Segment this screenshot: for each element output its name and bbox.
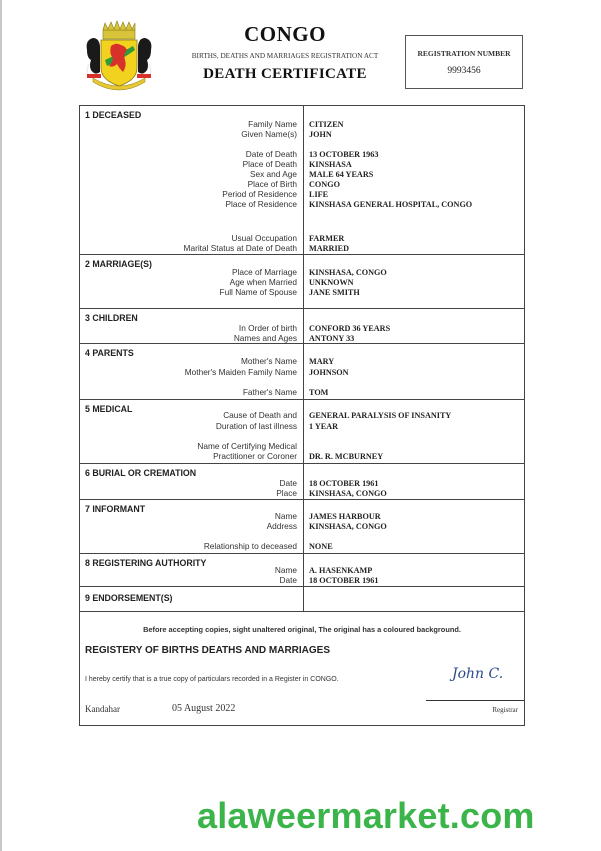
- field-label: Usual Occupation: [231, 233, 297, 243]
- registrar-label: Registrar: [492, 706, 518, 714]
- field-value: 13 OCTOBER 1963: [309, 150, 379, 159]
- field-value: JOHN: [309, 130, 332, 139]
- field-label: Place of Death: [242, 159, 297, 169]
- registrar-signature: John C.: [452, 666, 504, 682]
- section-title: 4 PARENTS: [85, 348, 134, 358]
- field-label: Address: [266, 521, 297, 531]
- field-value: JAMES HARBOUR: [309, 512, 381, 521]
- field-label: Name: [274, 565, 297, 575]
- field-row: [80, 287, 524, 298]
- field-value: KINSHASA, CONGO: [309, 522, 387, 531]
- field-label: Date: [279, 478, 297, 488]
- field-value: MARRIED: [309, 244, 350, 253]
- field-row: [80, 410, 524, 421]
- act-subtitle: BIRTHS, DEATHS AND MARRIAGES REGISTRATION ACT: [191, 52, 379, 60]
- section-marriages: [80, 255, 524, 309]
- field-label: Period of Residence: [222, 189, 297, 199]
- watermark-text: alaweermarket.com: [197, 795, 535, 836]
- field-row: [80, 541, 524, 552]
- field-label: Names and Ages: [233, 333, 297, 343]
- field-value: MALE 64 YEARS: [309, 170, 374, 179]
- field-label: Age when Married: [229, 277, 297, 287]
- field-label: Full Name of Spouse: [219, 287, 297, 297]
- field-value: KINSHASA, CONGO: [309, 268, 387, 277]
- section-title: 2 MARRIAGE(S): [85, 259, 152, 269]
- signature-line: [426, 700, 524, 701]
- field-label: Practitioner or Coroner: [213, 451, 297, 461]
- field-row: [80, 129, 524, 140]
- field-value: KINSHASA, CONGO: [309, 489, 387, 498]
- registry-title: REGISTERY OF BIRTHS DEATHS AND MARRIAGES: [85, 645, 331, 656]
- field-value: NONE: [309, 542, 333, 551]
- section-deceased: [80, 106, 524, 255]
- section-informant: [80, 500, 524, 554]
- field-value: 1 YEAR: [309, 422, 339, 431]
- field-value: 18 OCTOBER 1961: [309, 576, 379, 585]
- field-row: [80, 421, 524, 432]
- certification-text: I hereby certify that is a true copy of particulars recorded in a Register in CONGO.: [85, 676, 339, 683]
- field-row: [80, 367, 524, 378]
- field-row: [80, 387, 524, 398]
- field-value: CITIZEN: [309, 120, 344, 129]
- field-value: A. HASENKAMP: [309, 566, 373, 575]
- field-label: Place of Residence: [225, 199, 297, 209]
- issue-date: 05 August 2022: [172, 703, 236, 714]
- field-row: [80, 451, 524, 462]
- field-label: Father's Name: [242, 387, 297, 397]
- field-label: Cause of Death and: [223, 410, 297, 420]
- field-label: Mother's Maiden Family Name: [184, 367, 297, 377]
- document-title: DEATH CERTIFICATE: [203, 66, 367, 82]
- field-value: 18 OCTOBER 1961: [309, 479, 379, 488]
- field-value: TOM: [309, 388, 329, 397]
- field-value: MARY: [309, 357, 335, 366]
- field-row: [80, 521, 524, 532]
- field-value: ANTONY 33: [309, 334, 355, 343]
- registration-number-label: REGISTRATION NUMBER: [417, 49, 511, 58]
- field-label: Place of Marriage: [231, 267, 297, 277]
- section-burial: [80, 464, 524, 500]
- field-value: GENERAL PARALYSIS OF INSANITY: [309, 411, 452, 420]
- section-title: 3 CHILDREN: [85, 313, 138, 323]
- section-title: 1 DECEASED: [85, 110, 142, 120]
- section-endorsements: [80, 587, 524, 612]
- field-label: Name: [274, 511, 297, 521]
- country-title: CONGO: [244, 22, 326, 46]
- field-value: JOHNSON: [309, 368, 349, 377]
- section-children: [80, 309, 524, 344]
- field-label: Given Name(s): [241, 129, 297, 139]
- field-label: Marital Status at Date of Death: [183, 243, 297, 253]
- field-value: UNKNOWN: [309, 278, 354, 287]
- section-title: 9 ENDORSEMENT(S): [85, 593, 173, 603]
- field-row: [80, 575, 524, 586]
- field-label: Date: [279, 575, 297, 585]
- section-medical: [80, 400, 524, 464]
- authenticity-note: Before accepting copies, sight unaltered original, The original has a coloured background.: [143, 625, 461, 634]
- field-row: [80, 199, 524, 210]
- field-label: Relationship to deceased: [203, 541, 297, 551]
- section-title: 7 INFORMANT: [85, 504, 146, 514]
- field-value: KINSHASA GENERAL HOSPITAL, CONGO: [309, 200, 473, 209]
- field-label: Duration of last illness: [215, 421, 297, 431]
- field-value: DR. R. MCBURNEY: [309, 452, 384, 461]
- section-registering-authority: [80, 554, 524, 587]
- registration-number-box: [405, 35, 523, 89]
- field-label: Place: [276, 488, 297, 498]
- field-row: [80, 356, 524, 367]
- field-row: [80, 243, 524, 254]
- field-label: Name of Certifying Medical: [197, 441, 297, 451]
- field-label: Mother's Name: [241, 356, 297, 366]
- field-label: Date of Death: [245, 149, 297, 159]
- field-label: Family Name: [248, 119, 297, 129]
- field-row: [80, 488, 524, 499]
- certificate-table: [79, 105, 525, 726]
- field-label: Place of Birth: [247, 179, 297, 189]
- coat-of-arms-icon: [83, 20, 155, 96]
- field-row: [80, 333, 524, 344]
- issue-place: Kandahar: [85, 704, 120, 714]
- field-label: Sex and Age: [249, 169, 297, 179]
- title-block: [170, 22, 400, 83]
- field-value: CONFORD 36 YEARS: [309, 324, 391, 333]
- field-value: JANE SMITH: [309, 288, 360, 297]
- field-value: KINSHASA: [309, 160, 352, 169]
- field-value: LIFE: [309, 190, 329, 199]
- field-label: In Order of birth: [238, 323, 297, 333]
- field-value: FARMER: [309, 234, 345, 243]
- page-edge: [0, 0, 2, 851]
- section-parents: [80, 344, 524, 400]
- registration-number-value: 9993456: [447, 66, 481, 76]
- section-title: 6 BURIAL OR CREMATION: [85, 468, 197, 478]
- section-title: 8 REGISTERING AUTHORITY: [85, 558, 207, 568]
- field-value: CONGO: [309, 180, 340, 189]
- section-title: 5 MEDICAL: [85, 404, 133, 414]
